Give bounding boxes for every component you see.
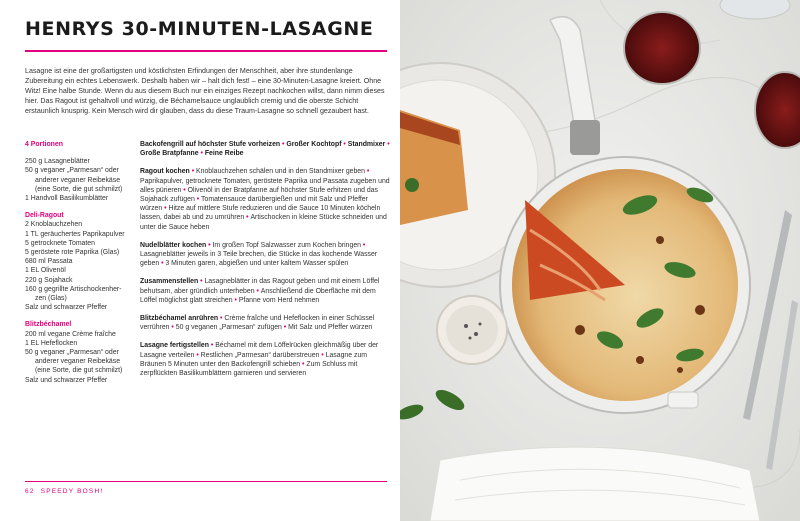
- step-heading: Blitzbéchamel anrühren: [140, 315, 219, 323]
- ingredient-item: 1 TL geräuchertes Paprikapulver: [25, 230, 125, 238]
- bullet-separator: •: [300, 360, 307, 368]
- step-text: Pfanne vom Herd nehmen: [238, 296, 320, 304]
- ingredient-item: 1 EL Hefeflocken: [25, 339, 78, 347]
- ingredient-item: anderer veganer Reibekäse: [35, 176, 121, 184]
- equipment-line: [140, 140, 390, 158]
- ingredient-item: (eine Sorte, die gut schmilzt): [35, 367, 123, 375]
- ingredient-item: 160 g gegrillte Artischockenher-: [25, 285, 122, 293]
- bullet-separator: •: [162, 205, 169, 213]
- bullet-separator: •: [169, 324, 176, 332]
- ingredient-item: 50 g veganer „Parmesan“ oder: [25, 167, 119, 175]
- step-text: Lasagneblätter in das Ragout geben und mit einem Löffel behutsam, aber gründlich unterheben: [140, 278, 380, 295]
- method-step: [140, 241, 390, 269]
- method-step: [140, 277, 390, 305]
- ingredient-item: Salz und schwarzer Pfeffer: [25, 376, 108, 384]
- equipment-item: Backofengrill auf höchster Stufe vorheizen: [140, 141, 281, 148]
- ingredient-item: zen (Glas): [35, 295, 67, 303]
- step-heading: Nudelblätter kochen: [140, 241, 207, 249]
- bullet-separator: •: [364, 168, 370, 176]
- ingredient-item: 5 geröstete rote Paprika (Glas): [25, 249, 120, 257]
- ingredient-item: (eine Sorte, die gut schmilzt): [35, 185, 123, 193]
- ingredients-column: [25, 140, 125, 385]
- ingredient-item: 220 g Sojahack: [25, 276, 73, 284]
- step-text: Mit Salz und Pfeffer würzen: [288, 324, 373, 332]
- bullet-separator: •: [341, 141, 348, 148]
- bullet-separator: •: [208, 342, 216, 350]
- method-step: [140, 167, 390, 231]
- equipment-item: Standmixer: [347, 141, 386, 148]
- recipe-intro: Lasagne ist eine der großartigsten und köstlichsten Erfindungen der Menschheit, aber ihre stundenlange Zubereitung ein echtes Lebenswerk. Deshalb haben wir – halt dich fest! – eine 30-Minuten-Lasagne kreiert. Ohne Witz! Eine halbe Stunde. Wenn du aus diesem Buch nur ein einziges Rezept nachkochen willst, dann nimm dieses hier. Das Ragout ist gehaltvoll und würzig, die Béchamelsauce unglaublich cremig und die oberste Schicht erstaunlich knusprig. Kein Mensch wird dir glauben, dass du diese Traum-Lasagne so schnell gezaubert hast.: [25, 67, 385, 115]
- step-text: Crème fraîche und Hefeflocken in einer Schüssel verrühren: [140, 315, 375, 332]
- step-heading: Ragout kochen: [140, 168, 190, 176]
- steps-list: [140, 167, 390, 378]
- page-number: 62: [25, 488, 35, 495]
- step-heading: Zusammenstellen: [140, 278, 199, 286]
- ingredients-pasta-list: [25, 157, 125, 203]
- bullet-separator: •: [218, 315, 225, 323]
- bullet-separator: •: [189, 168, 197, 176]
- bullet-separator: •: [181, 186, 188, 194]
- ragout-heading: Deli-Ragout: [25, 212, 64, 220]
- bullet-separator: •: [159, 260, 166, 268]
- ingredient-item: 50 g veganer „Parmesan“ oder: [25, 349, 119, 357]
- bullet-separator: •: [232, 296, 239, 304]
- title-divider: [25, 50, 387, 52]
- book-title: SPEEDY BOSH!: [40, 488, 104, 495]
- page-footer: [25, 488, 103, 495]
- bullet-separator: •: [244, 214, 251, 222]
- step-text: Artischocken in kleine Stücke schneiden und unter die Sauce heben: [140, 214, 387, 231]
- lasagne-photo: [400, 0, 800, 521]
- bullet-separator: •: [194, 351, 201, 359]
- step-text: Olivenöl in der Bratpfanne auf höchster Stufe erhitzen und das Sojahack zufügen: [140, 186, 379, 204]
- pan-handle-small: [668, 392, 698, 408]
- ingredient-item: 680 ml Passata: [25, 258, 73, 266]
- ingredients-bechamel-list: [25, 330, 125, 385]
- ingredient-item: 250 g Lasagneblätter: [25, 158, 90, 166]
- bullet-separator: •: [194, 196, 202, 204]
- ingredient-item: Salz und schwarzer Pfeffer: [25, 304, 108, 312]
- step-text: Restlichen „Parmesan“ darüberstreuen: [200, 351, 320, 359]
- step-text: Knoblauchzehen schälen und in den Standmixer geben: [196, 168, 365, 176]
- ingredient-item: 2 Knoblauchzehen: [25, 221, 83, 229]
- bullet-separator: •: [281, 324, 289, 332]
- bullet-separator: •: [360, 241, 366, 249]
- ingredient-item: 1 Handvoll Basilikumblätter: [25, 195, 109, 203]
- bullet-separator: •: [385, 141, 390, 148]
- bullet-separator: •: [280, 141, 287, 148]
- ingredients-ragout-list: [25, 220, 125, 312]
- step-text: Anschließend die Oberfläche mit dem Löffel möglichst glatt streichen: [140, 287, 376, 304]
- bullet-separator: •: [198, 150, 205, 158]
- equipment-item: Große Bratpfanne: [140, 150, 199, 158]
- step-text: Béchamel mit dem Löffelrücken gleichmäßig über der Lasagne verteilen: [140, 342, 379, 359]
- step-text: Im großen Topf Salzwasser zum Kochen bringen: [212, 241, 361, 249]
- step-text: Zum Schluss mit zerpflückten Basilikumblättern garnieren und servieren: [140, 360, 358, 378]
- step-text: Paprikapulver, getrocknete Tomaten, geröstete Paprika und Passata zugeben und alles pürieren: [140, 177, 390, 194]
- ingredient-item: anderer veganer Reibekäse: [35, 358, 121, 366]
- bullet-separator: •: [254, 287, 261, 295]
- method-step: [140, 314, 390, 332]
- ingredient-item: 5 getrocknete Tomaten: [25, 239, 95, 247]
- pan-handle-joint: [570, 120, 600, 155]
- step-heading: Lasagne fertigstellen: [140, 342, 209, 350]
- ingredient-item: 1 EL Olivenöl: [25, 267, 66, 275]
- recipe-title: HENRYS 30-MINUTEN-LASAGNE: [25, 18, 374, 40]
- step-text: Tomatensauce darübergießen und mit Salz und Pfeffer würzen: [140, 196, 368, 213]
- step-text: Lasagne zum Bräunen 5 Minuten unter den Backofengrill schieben: [140, 351, 368, 368]
- bullet-separator: •: [206, 241, 213, 249]
- equipment-item: Großer Kochtopf: [286, 141, 342, 148]
- method-column: [140, 140, 390, 387]
- portions-heading: 4 Portionen: [25, 141, 63, 148]
- bechamel-heading: Blitzbéchamel: [25, 321, 72, 329]
- ingredient-item: 200 ml vegane Crème fraîche: [25, 330, 116, 338]
- wine-glass: [624, 12, 700, 84]
- method-step: [140, 341, 390, 378]
- step-text: Hitze auf mittlere Stufe reduzieren und die Sauce 10 Minuten köcheln lassen, dabei ab und zu umrühren: [140, 205, 381, 222]
- bullet-separator: •: [198, 278, 205, 286]
- step-text: 3 Minuten garen, abgießen und unter kaltem Wasser spülen: [165, 260, 349, 268]
- equipment-item: Feine Reibe: [204, 150, 244, 158]
- step-text: 50 g veganen „Parmesan“ zufügen: [175, 324, 282, 332]
- right-page-photo: [400, 0, 800, 521]
- step-text: Lasagneblätter jeweils in 3 Teile brechen, die Stücke in das kochende Wasser geben: [140, 251, 378, 268]
- bullet-separator: •: [319, 351, 326, 359]
- footer-divider: [25, 481, 387, 482]
